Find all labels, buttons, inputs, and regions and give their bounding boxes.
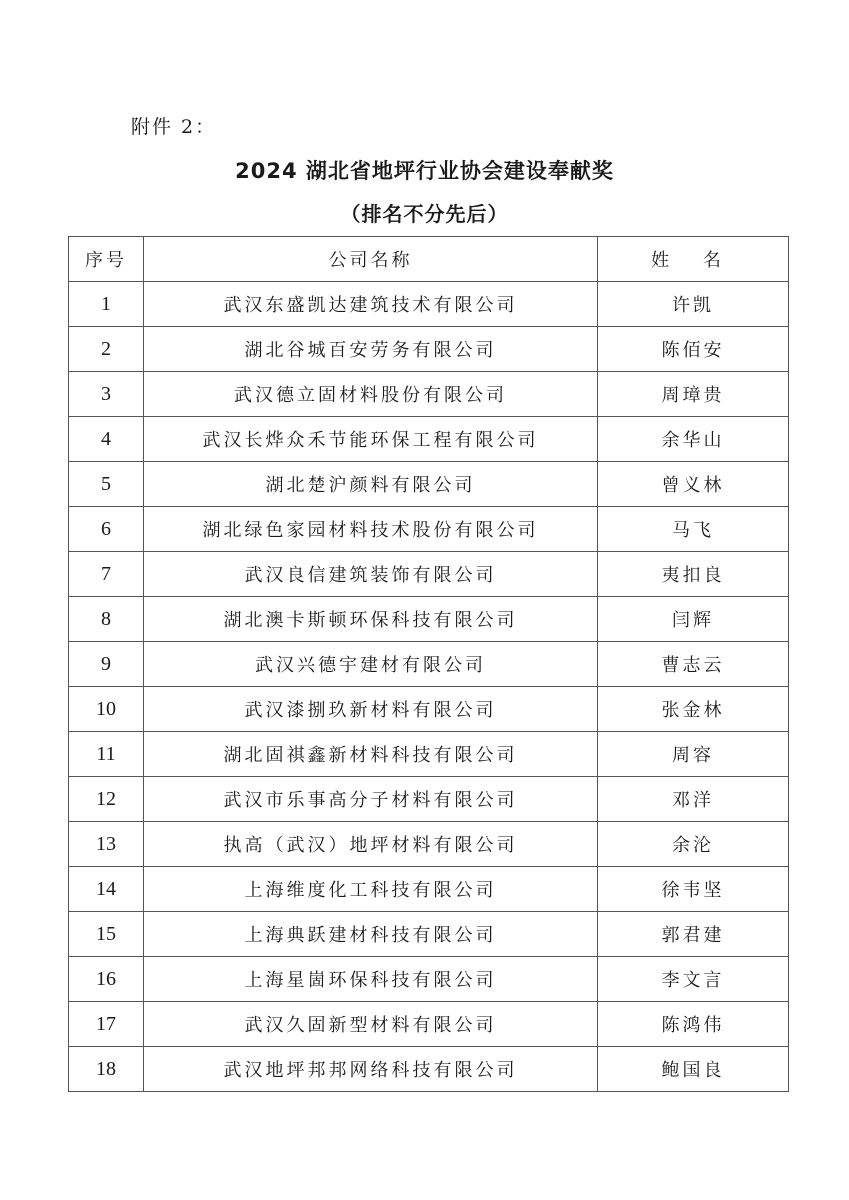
- person-name: 周璋贵: [598, 372, 789, 417]
- person-name: 张金林: [598, 687, 789, 732]
- table-row: [69, 1002, 789, 1047]
- company-name: 上海典跃建材科技有限公司: [144, 912, 598, 957]
- row-number: 16: [69, 957, 144, 1002]
- row-number: 9: [69, 642, 144, 687]
- person-name: 曹志云: [598, 642, 789, 687]
- row-number: 5: [69, 462, 144, 507]
- person-name: 许凯: [598, 282, 789, 327]
- person-name: 夷扣良: [598, 552, 789, 597]
- table-row: [69, 462, 789, 507]
- person-name: 曾义林: [598, 462, 789, 507]
- person-name: 余华山: [598, 417, 789, 462]
- person-name: 邓洋: [598, 777, 789, 822]
- row-number: 7: [69, 552, 144, 597]
- company-name: 武汉地坪邦邦网络科技有限公司: [144, 1047, 598, 1092]
- person-name: 李文言: [598, 957, 789, 1002]
- company-name: 湖北澳卡斯顿环保科技有限公司: [144, 597, 598, 642]
- row-number: 8: [69, 597, 144, 642]
- table-header-row: [69, 237, 789, 282]
- row-number: 6: [69, 507, 144, 552]
- company-name: 湖北绿色家园材料技术股份有限公司: [144, 507, 598, 552]
- person-name: 徐韦坚: [598, 867, 789, 912]
- document-title: 2024 湖北省地坪行业协会建设奉献奖: [235, 159, 614, 183]
- person-name: 陈佰安: [598, 327, 789, 372]
- person-name: 马飞: [598, 507, 789, 552]
- header-name: 姓 名: [598, 237, 789, 282]
- table-row: [69, 327, 789, 372]
- table-row: [69, 822, 789, 867]
- table-row: [69, 282, 789, 327]
- company-name: 武汉市乐事高分子材料有限公司: [144, 777, 598, 822]
- table-row: [69, 1047, 789, 1092]
- table-row: [69, 777, 789, 822]
- person-name: 周容: [598, 732, 789, 777]
- person-name: 鲍国良: [598, 1047, 789, 1092]
- company-name: 武汉兴德宇建材有限公司: [144, 642, 598, 687]
- person-name: 郭君建: [598, 912, 789, 957]
- company-name: 武汉德立固材料股份有限公司: [144, 372, 598, 417]
- table-row: [69, 417, 789, 462]
- table-row: [69, 912, 789, 957]
- company-name: 武汉良信建筑装饰有限公司: [144, 552, 598, 597]
- award-table: [68, 236, 789, 1092]
- row-number: 10: [69, 687, 144, 732]
- table-row: [69, 687, 789, 732]
- person-name: 余沦: [598, 822, 789, 867]
- row-number: 13: [69, 822, 144, 867]
- row-number: 4: [69, 417, 144, 462]
- company-name: 湖北固祺鑫新材料科技有限公司: [144, 732, 598, 777]
- table-row: [69, 642, 789, 687]
- company-name: 上海星崮环保科技有限公司: [144, 957, 598, 1002]
- row-number: 14: [69, 867, 144, 912]
- row-number: 18: [69, 1047, 144, 1092]
- row-number: 11: [69, 732, 144, 777]
- row-number: 17: [69, 1002, 144, 1047]
- table-row: [69, 957, 789, 1002]
- table-row: [69, 372, 789, 417]
- table-row: [69, 597, 789, 642]
- row-number: 2: [69, 327, 144, 372]
- document-subtitle: （排名不分先后）: [340, 202, 509, 226]
- company-name: 上海维度化工科技有限公司: [144, 867, 598, 912]
- table-row: [69, 867, 789, 912]
- row-number: 15: [69, 912, 144, 957]
- company-name: 武汉长烨众禾节能环保工程有限公司: [144, 417, 598, 462]
- person-name: 陈鸿伟: [598, 1002, 789, 1047]
- row-number: 3: [69, 372, 144, 417]
- table-row: [69, 552, 789, 597]
- row-number: 12: [69, 777, 144, 822]
- header-number: 序号: [69, 237, 144, 282]
- table-row: [69, 732, 789, 777]
- company-name: 湖北谷城百安劳务有限公司: [144, 327, 598, 372]
- person-name: 闫辉: [598, 597, 789, 642]
- header-company: 公司名称: [144, 237, 598, 282]
- attachment-label: 附件 2：: [131, 116, 217, 138]
- company-name: 武汉漆捌玖新材料有限公司: [144, 687, 598, 732]
- row-number: 1: [69, 282, 144, 327]
- company-name: 武汉东盛凯达建筑技术有限公司: [144, 282, 598, 327]
- table-row: [69, 507, 789, 552]
- company-name: 执高（武汉）地坪材料有限公司: [144, 822, 598, 867]
- company-name: 湖北楚沪颜料有限公司: [144, 462, 598, 507]
- company-name: 武汉久固新型材料有限公司: [144, 1002, 598, 1047]
